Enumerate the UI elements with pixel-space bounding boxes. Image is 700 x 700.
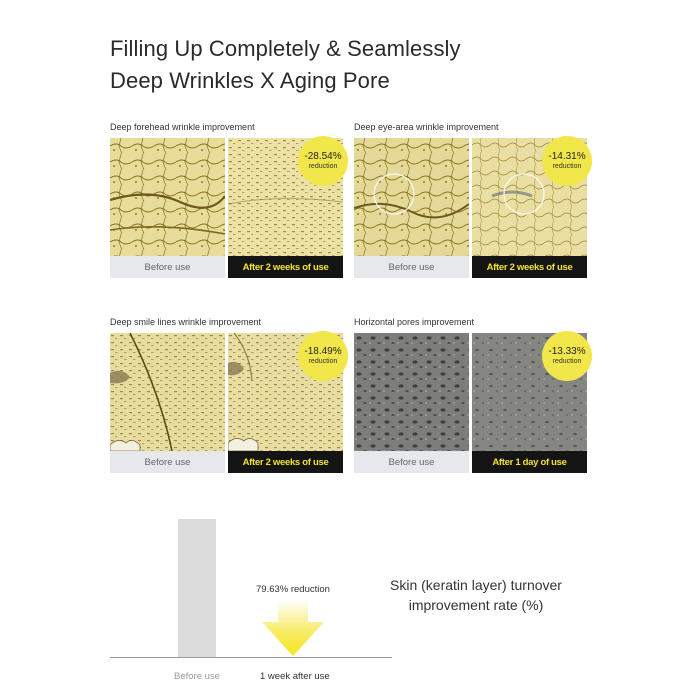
- after-caption: After 1 day of use: [472, 451, 587, 473]
- before-caption: Before use: [354, 256, 469, 278]
- reduction-badge: [298, 331, 348, 381]
- down-arrow-icon: [262, 600, 324, 656]
- x-label-before: Before use: [174, 671, 220, 682]
- reduction-word: reduction: [552, 163, 582, 170]
- panel-label: Deep forehead wrinkle improvement: [110, 122, 255, 132]
- reduction-badge: [542, 136, 592, 186]
- before-skin-image: [110, 138, 225, 256]
- reduction-value: -14.31%: [548, 151, 586, 162]
- before-skin-image: [110, 333, 225, 451]
- x-label-after: 1 week after use: [260, 671, 330, 682]
- before-skin-image: [354, 138, 469, 256]
- after-caption: After 2 weeks of use: [228, 451, 343, 473]
- reduction-word: reduction: [552, 358, 582, 365]
- chart-title: [376, 575, 576, 615]
- panel-label: Horizontal pores improvement: [354, 317, 475, 327]
- reduction-value: -18.49%: [304, 346, 342, 357]
- reduction-value: -13.33%: [548, 346, 586, 357]
- reduction-badge: [298, 136, 348, 186]
- before-caption: Before use: [110, 451, 225, 473]
- chart-title-line2: improvement rate (%): [408, 597, 544, 613]
- before-caption: Before use: [354, 451, 469, 473]
- before-use-bar: [178, 519, 216, 657]
- reduction-word: reduction: [308, 358, 338, 365]
- reduction-badge: [542, 331, 592, 381]
- page-title: Filling Up Completely & Seamlessly: [110, 36, 461, 61]
- chart-baseline: [110, 657, 392, 658]
- page-subtitle: Deep Wrinkles X Aging Pore: [110, 68, 390, 93]
- panel-label: Deep eye-area wrinkle improvement: [354, 122, 499, 132]
- panel-label: Deep smile lines wrinkle improvement: [110, 317, 262, 327]
- reduction-word: reduction: [308, 163, 338, 170]
- after-caption: After 2 weeks of use: [228, 256, 343, 278]
- before-pore-image: [354, 333, 469, 451]
- before-caption: Before use: [110, 256, 225, 278]
- after-caption: After 2 weeks of use: [472, 256, 587, 278]
- reduction-value: -28.54%: [304, 151, 342, 162]
- chart-title-line1: Skin (keratin layer) turnover: [390, 577, 562, 593]
- reduction-label: 79.63% reduction: [256, 584, 330, 595]
